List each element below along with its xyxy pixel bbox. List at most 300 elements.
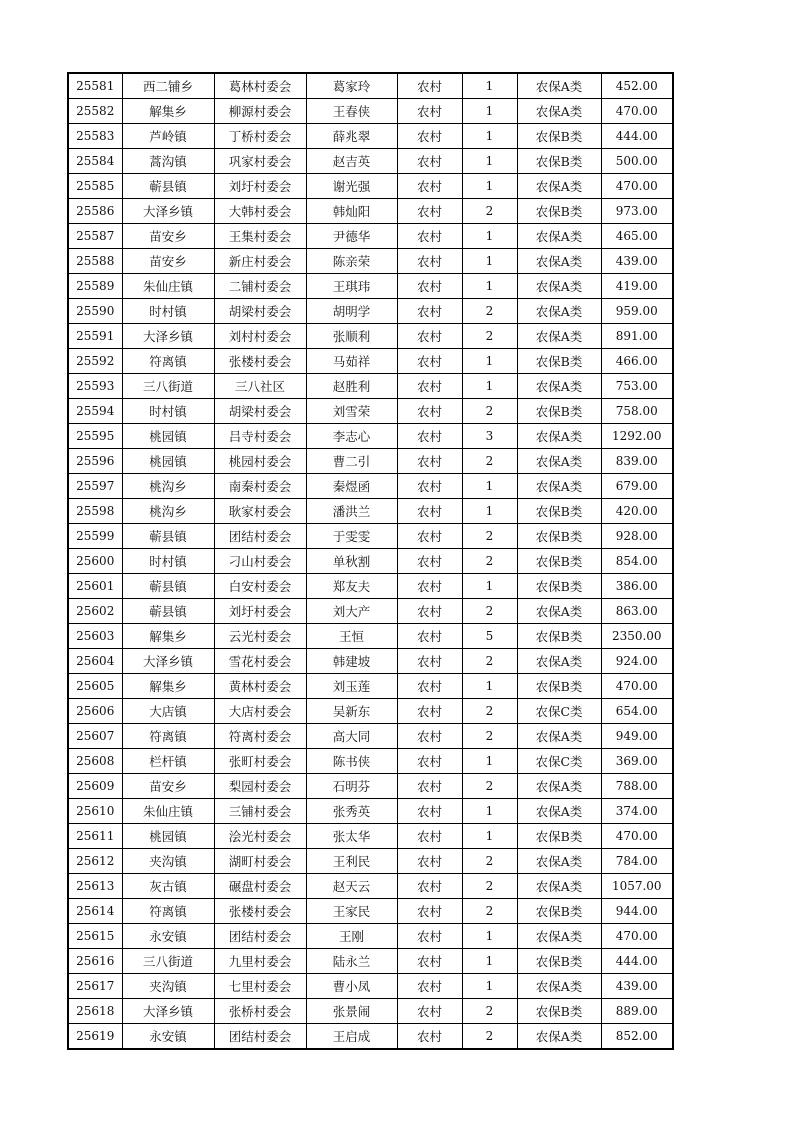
insurance-category-cell: 农保A类: [517, 924, 601, 949]
town-cell: 蕲县镇: [122, 574, 214, 599]
amount-cell: 852.00: [601, 1024, 673, 1050]
insurance-category-cell: 农保B类: [517, 499, 601, 524]
village-cell: 白安村委会: [214, 574, 306, 599]
insurance-category-cell: 农保A类: [517, 974, 601, 999]
household-count-cell: 2: [462, 549, 517, 574]
insurance-category-cell: 农保A类: [517, 299, 601, 324]
household-count-cell: 2: [462, 449, 517, 474]
amount-cell: 420.00: [601, 499, 673, 524]
insurance-category-cell: 农保A类: [517, 874, 601, 899]
table-row: [68, 374, 673, 399]
table-row: [68, 199, 673, 224]
record-id-cell: 25582: [68, 99, 122, 124]
record-id-cell: 25592: [68, 349, 122, 374]
town-cell: 桃沟乡: [122, 499, 214, 524]
insurance-category-cell: 农保B类: [517, 899, 601, 924]
table-row: [68, 73, 673, 99]
household-count-cell: 5: [462, 624, 517, 649]
town-cell: 大泽乡镇: [122, 324, 214, 349]
household-count-cell: 1: [462, 124, 517, 149]
village-cell: 张楼村委会: [214, 349, 306, 374]
household-count-cell: 1: [462, 674, 517, 699]
person-name-cell: 王琪玮: [306, 274, 397, 299]
household-count-cell: 1: [462, 274, 517, 299]
town-cell: 时村镇: [122, 399, 214, 424]
amount-cell: 470.00: [601, 174, 673, 199]
village-cell: 南秦村委会: [214, 474, 306, 499]
insurance-category-cell: 农保B类: [517, 524, 601, 549]
person-name-cell: 王刚: [306, 924, 397, 949]
residence-type-cell: 农村: [397, 249, 462, 274]
record-id-cell: 25603: [68, 624, 122, 649]
household-count-cell: 2: [462, 699, 517, 724]
person-name-cell: 于雯雯: [306, 524, 397, 549]
town-cell: 栏杆镇: [122, 749, 214, 774]
record-id-cell: 25585: [68, 174, 122, 199]
residence-type-cell: 农村: [397, 949, 462, 974]
town-cell: 蕲县镇: [122, 524, 214, 549]
village-cell: 三铺村委会: [214, 799, 306, 824]
record-id-cell: 25590: [68, 299, 122, 324]
record-id-cell: 25598: [68, 499, 122, 524]
table-row: [68, 149, 673, 174]
household-count-cell: 1: [462, 374, 517, 399]
record-id-cell: 25608: [68, 749, 122, 774]
insurance-category-cell: 农保A类: [517, 274, 601, 299]
person-name-cell: 刘大产: [306, 599, 397, 624]
person-name-cell: 高大同: [306, 724, 397, 749]
town-cell: 苗安乡: [122, 774, 214, 799]
record-id-cell: 25614: [68, 899, 122, 924]
household-count-cell: 1: [462, 924, 517, 949]
table-row: [68, 1024, 673, 1050]
amount-cell: 2350.00: [601, 624, 673, 649]
household-count-cell: 1: [462, 799, 517, 824]
town-cell: 朱仙庄镇: [122, 799, 214, 824]
record-id-cell: 25606: [68, 699, 122, 724]
table-row: [68, 599, 673, 624]
person-name-cell: 韩建坡: [306, 649, 397, 674]
table-row: [68, 799, 673, 824]
insurance-category-cell: 农保B类: [517, 824, 601, 849]
town-cell: 蕲县镇: [122, 599, 214, 624]
residence-type-cell: 农村: [397, 549, 462, 574]
person-name-cell: 张秀英: [306, 799, 397, 824]
insurance-category-cell: 农保B类: [517, 624, 601, 649]
household-count-cell: 2: [462, 524, 517, 549]
town-cell: 蒿沟镇: [122, 149, 214, 174]
table-row: [68, 524, 673, 549]
residence-type-cell: 农村: [397, 574, 462, 599]
village-cell: 三八社区: [214, 374, 306, 399]
residence-type-cell: 农村: [397, 524, 462, 549]
insurance-category-cell: 农保C类: [517, 699, 601, 724]
amount-cell: 465.00: [601, 224, 673, 249]
village-cell: 桃园村委会: [214, 449, 306, 474]
village-cell: 雪花村委会: [214, 649, 306, 674]
village-cell: 刘圩村委会: [214, 599, 306, 624]
table-row: [68, 399, 673, 424]
village-cell: 胡梁村委会: [214, 399, 306, 424]
person-name-cell: 张太华: [306, 824, 397, 849]
village-cell: 刁山村委会: [214, 549, 306, 574]
residence-type-cell: 农村: [397, 274, 462, 299]
person-name-cell: 秦煜函: [306, 474, 397, 499]
household-count-cell: 1: [462, 474, 517, 499]
household-count-cell: 2: [462, 874, 517, 899]
town-cell: 苗安乡: [122, 224, 214, 249]
town-cell: 永安镇: [122, 1024, 214, 1050]
table-row: [68, 699, 673, 724]
record-id-cell: 25610: [68, 799, 122, 824]
insurance-category-cell: 农保B类: [517, 674, 601, 699]
record-id-cell: 25589: [68, 274, 122, 299]
record-id-cell: 25605: [68, 674, 122, 699]
record-id-cell: 25609: [68, 774, 122, 799]
person-name-cell: 刘雪荣: [306, 399, 397, 424]
record-id-cell: 25594: [68, 399, 122, 424]
town-cell: 蕲县镇: [122, 174, 214, 199]
town-cell: 永安镇: [122, 924, 214, 949]
town-cell: 桃园镇: [122, 824, 214, 849]
table-row: [68, 174, 673, 199]
household-count-cell: 3: [462, 424, 517, 449]
town-cell: 芦岭镇: [122, 124, 214, 149]
village-cell: 刘村村委会: [214, 324, 306, 349]
amount-cell: 679.00: [601, 474, 673, 499]
village-cell: 吕寺村委会: [214, 424, 306, 449]
person-name-cell: 曹二引: [306, 449, 397, 474]
amount-cell: 654.00: [601, 699, 673, 724]
village-cell: 巩家村委会: [214, 149, 306, 174]
household-count-cell: 2: [462, 324, 517, 349]
person-name-cell: 曹小凤: [306, 974, 397, 999]
amount-cell: 891.00: [601, 324, 673, 349]
person-name-cell: 马茹祥: [306, 349, 397, 374]
insurance-category-cell: 农保B类: [517, 124, 601, 149]
person-name-cell: 赵吉英: [306, 149, 397, 174]
amount-cell: 452.00: [601, 73, 673, 99]
amount-cell: 419.00: [601, 274, 673, 299]
residence-type-cell: 农村: [397, 699, 462, 724]
amount-cell: 1057.00: [601, 874, 673, 899]
village-cell: 团结村委会: [214, 924, 306, 949]
insurance-category-cell: 农保A类: [517, 774, 601, 799]
person-name-cell: 韩灿阳: [306, 199, 397, 224]
insurance-category-cell: 农保A类: [517, 174, 601, 199]
record-id-cell: 25604: [68, 649, 122, 674]
amount-cell: 439.00: [601, 249, 673, 274]
amount-cell: 753.00: [601, 374, 673, 399]
record-id-cell: 25584: [68, 149, 122, 174]
household-count-cell: 2: [462, 599, 517, 624]
household-count-cell: 1: [462, 349, 517, 374]
person-name-cell: 刘玉莲: [306, 674, 397, 699]
amount-cell: 470.00: [601, 924, 673, 949]
insurance-category-cell: 农保A类: [517, 224, 601, 249]
table-row: [68, 424, 673, 449]
amount-cell: 839.00: [601, 449, 673, 474]
insurance-category-cell: 农保B类: [517, 399, 601, 424]
person-name-cell: 王利民: [306, 849, 397, 874]
person-name-cell: 单秋割: [306, 549, 397, 574]
amount-cell: 788.00: [601, 774, 673, 799]
amount-cell: 889.00: [601, 999, 673, 1024]
table-row: [68, 924, 673, 949]
insurance-category-cell: 农保A类: [517, 73, 601, 99]
person-name-cell: 王家民: [306, 899, 397, 924]
amount-cell: 470.00: [601, 824, 673, 849]
town-cell: 桃沟乡: [122, 474, 214, 499]
town-cell: 符离镇: [122, 349, 214, 374]
household-count-cell: 2: [462, 899, 517, 924]
insurance-category-cell: 农保B类: [517, 549, 601, 574]
record-id-cell: 25617: [68, 974, 122, 999]
amount-cell: 959.00: [601, 299, 673, 324]
residence-type-cell: 农村: [397, 999, 462, 1024]
record-id-cell: 25591: [68, 324, 122, 349]
amount-cell: 949.00: [601, 724, 673, 749]
amount-cell: 386.00: [601, 574, 673, 599]
village-cell: 云光村委会: [214, 624, 306, 649]
insurance-category-cell: 农保A类: [517, 99, 601, 124]
person-name-cell: 赵胜利: [306, 374, 397, 399]
village-cell: 浍光村委会: [214, 824, 306, 849]
amount-cell: 470.00: [601, 674, 673, 699]
table-row: [68, 549, 673, 574]
household-count-cell: 1: [462, 99, 517, 124]
person-name-cell: 葛家玲: [306, 73, 397, 99]
amount-cell: 374.00: [601, 799, 673, 824]
household-count-cell: 1: [462, 224, 517, 249]
village-cell: 张楼村委会: [214, 899, 306, 924]
residence-type-cell: 农村: [397, 824, 462, 849]
town-cell: 夹沟镇: [122, 974, 214, 999]
residence-type-cell: 农村: [397, 399, 462, 424]
person-name-cell: 李志心: [306, 424, 397, 449]
town-cell: 苗安乡: [122, 249, 214, 274]
person-name-cell: 王启成: [306, 1024, 397, 1050]
record-id-cell: 25587: [68, 224, 122, 249]
household-count-cell: 1: [462, 749, 517, 774]
table-row: [68, 449, 673, 474]
town-cell: 解集乡: [122, 674, 214, 699]
person-name-cell: 王恒: [306, 624, 397, 649]
amount-cell: 500.00: [601, 149, 673, 174]
village-cell: 团结村委会: [214, 1024, 306, 1050]
household-count-cell: 2: [462, 724, 517, 749]
table-row: [68, 674, 673, 699]
person-name-cell: 赵天云: [306, 874, 397, 899]
insurance-category-cell: 农保A类: [517, 374, 601, 399]
person-name-cell: 薛兆翠: [306, 124, 397, 149]
table-row: [68, 899, 673, 924]
table-row: [68, 274, 673, 299]
table-row: [68, 749, 673, 774]
household-count-cell: 1: [462, 73, 517, 99]
record-id-cell: 25581: [68, 73, 122, 99]
insurance-category-cell: 农保B类: [517, 349, 601, 374]
residence-type-cell: 农村: [397, 174, 462, 199]
town-cell: 解集乡: [122, 99, 214, 124]
person-name-cell: 谢光强: [306, 174, 397, 199]
person-name-cell: 尹德华: [306, 224, 397, 249]
table-row: [68, 774, 673, 799]
record-id-cell: 25612: [68, 849, 122, 874]
record-id-cell: 25593: [68, 374, 122, 399]
town-cell: 灰古镇: [122, 874, 214, 899]
person-name-cell: 胡明学: [306, 299, 397, 324]
residence-type-cell: 农村: [397, 774, 462, 799]
amount-cell: 444.00: [601, 949, 673, 974]
household-count-cell: 1: [462, 974, 517, 999]
town-cell: 时村镇: [122, 549, 214, 574]
residence-type-cell: 农村: [397, 674, 462, 699]
table-row: [68, 99, 673, 124]
village-cell: 大韩村委会: [214, 199, 306, 224]
amount-cell: 784.00: [601, 849, 673, 874]
town-cell: 时村镇: [122, 299, 214, 324]
town-cell: 夹沟镇: [122, 849, 214, 874]
table-row: [68, 474, 673, 499]
insurance-category-cell: 农保A类: [517, 449, 601, 474]
household-count-cell: 2: [462, 199, 517, 224]
residence-type-cell: 农村: [397, 73, 462, 99]
village-cell: 碾盘村委会: [214, 874, 306, 899]
table-row: [68, 974, 673, 999]
town-cell: 大泽乡镇: [122, 199, 214, 224]
household-count-cell: 2: [462, 649, 517, 674]
household-count-cell: 1: [462, 574, 517, 599]
household-count-cell: 1: [462, 174, 517, 199]
table-row: [68, 224, 673, 249]
town-cell: 大泽乡镇: [122, 999, 214, 1024]
town-cell: 大泽乡镇: [122, 649, 214, 674]
town-cell: 桃园镇: [122, 424, 214, 449]
village-cell: 黄林村委会: [214, 674, 306, 699]
person-name-cell: 吴新东: [306, 699, 397, 724]
village-cell: 王集村委会: [214, 224, 306, 249]
village-cell: 九里村委会: [214, 949, 306, 974]
household-count-cell: 1: [462, 949, 517, 974]
record-id-cell: 25619: [68, 1024, 122, 1050]
record-id-cell: 25600: [68, 549, 122, 574]
record-id-cell: 25595: [68, 424, 122, 449]
village-cell: 新庄村委会: [214, 249, 306, 274]
village-cell: 大店村委会: [214, 699, 306, 724]
amount-cell: 944.00: [601, 899, 673, 924]
residence-type-cell: 农村: [397, 1024, 462, 1050]
household-count-cell: 2: [462, 299, 517, 324]
record-id-cell: 25588: [68, 249, 122, 274]
town-cell: 西二铺乡: [122, 73, 214, 99]
insurance-category-cell: 农保B类: [517, 999, 601, 1024]
table-row: [68, 574, 673, 599]
record-id-cell: 25596: [68, 449, 122, 474]
residence-type-cell: 农村: [397, 374, 462, 399]
record-id-cell: 25583: [68, 124, 122, 149]
table-row: [68, 124, 673, 149]
record-id-cell: 25586: [68, 199, 122, 224]
person-name-cell: 陆永兰: [306, 949, 397, 974]
residence-type-cell: 农村: [397, 474, 462, 499]
household-count-cell: 2: [462, 849, 517, 874]
record-id-cell: 25615: [68, 924, 122, 949]
residence-type-cell: 农村: [397, 124, 462, 149]
table-row: [68, 849, 673, 874]
residence-type-cell: 农村: [397, 649, 462, 674]
insurance-category-cell: 农保C类: [517, 749, 601, 774]
amount-cell: 466.00: [601, 349, 673, 374]
person-name-cell: 郑友夫: [306, 574, 397, 599]
insurance-category-cell: 农保A类: [517, 599, 601, 624]
village-cell: 葛林村委会: [214, 73, 306, 99]
residence-type-cell: 农村: [397, 199, 462, 224]
amount-cell: 470.00: [601, 99, 673, 124]
village-cell: 湖町村委会: [214, 849, 306, 874]
town-cell: 解集乡: [122, 624, 214, 649]
residence-type-cell: 农村: [397, 899, 462, 924]
village-cell: 耿家村委会: [214, 499, 306, 524]
table-row: [68, 874, 673, 899]
table-row: [68, 499, 673, 524]
residence-type-cell: 农村: [397, 449, 462, 474]
residence-type-cell: 农村: [397, 849, 462, 874]
record-id-cell: 25607: [68, 724, 122, 749]
household-count-cell: 2: [462, 774, 517, 799]
town-cell: 朱仙庄镇: [122, 274, 214, 299]
village-cell: 张桥村委会: [214, 999, 306, 1024]
amount-cell: 924.00: [601, 649, 673, 674]
table-row: [68, 649, 673, 674]
record-id-cell: 25613: [68, 874, 122, 899]
village-cell: 符离村委会: [214, 724, 306, 749]
household-count-cell: 1: [462, 249, 517, 274]
household-count-cell: 1: [462, 499, 517, 524]
insurance-category-cell: 农保A类: [517, 649, 601, 674]
amount-cell: 439.00: [601, 974, 673, 999]
record-id-cell: 25618: [68, 999, 122, 1024]
insurance-category-cell: 农保A类: [517, 324, 601, 349]
amount-cell: 1292.00: [601, 424, 673, 449]
village-cell: 团结村委会: [214, 524, 306, 549]
village-cell: 胡梁村委会: [214, 299, 306, 324]
insurance-category-cell: 农保A类: [517, 474, 601, 499]
person-name-cell: 陈书侠: [306, 749, 397, 774]
town-cell: 三八街道: [122, 374, 214, 399]
insurance-category-cell: 农保B类: [517, 574, 601, 599]
insurance-category-cell: 农保A类: [517, 249, 601, 274]
residence-type-cell: 农村: [397, 974, 462, 999]
table-row: [68, 949, 673, 974]
insurance-category-cell: 农保A类: [517, 1024, 601, 1050]
residence-type-cell: 农村: [397, 624, 462, 649]
person-name-cell: 石明芬: [306, 774, 397, 799]
insurance-category-cell: 农保A类: [517, 724, 601, 749]
insurance-category-cell: 农保B类: [517, 199, 601, 224]
table-row: [68, 824, 673, 849]
town-cell: 符离镇: [122, 899, 214, 924]
insurance-category-cell: 农保B类: [517, 149, 601, 174]
amount-cell: 928.00: [601, 524, 673, 549]
amount-cell: 758.00: [601, 399, 673, 424]
record-id-cell: 25599: [68, 524, 122, 549]
residence-type-cell: 农村: [397, 924, 462, 949]
person-name-cell: 张顺利: [306, 324, 397, 349]
residence-type-cell: 农村: [397, 324, 462, 349]
residence-type-cell: 农村: [397, 499, 462, 524]
person-name-cell: 王春侠: [306, 99, 397, 124]
